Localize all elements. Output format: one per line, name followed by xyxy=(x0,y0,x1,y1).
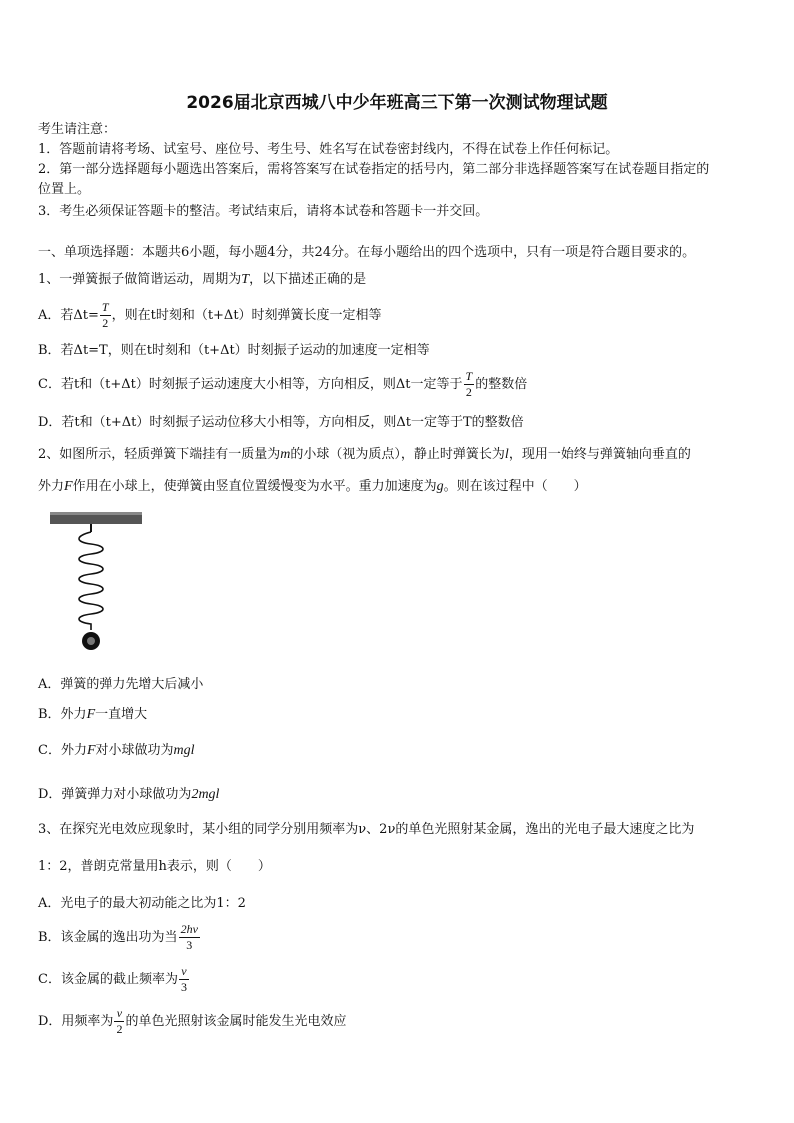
notice-heading: 考生请注意： xyxy=(38,122,117,137)
page-title: 2026届北京西城八中少年班高三下第一次测试物理试题 xyxy=(186,93,608,113)
q1-stem: 1、一弹簧振子做简谐运动，周期为T，以下描述正确的是 xyxy=(38,272,367,287)
q1-option-a: A．若Δt= $\frac{T}{2}$ ，则在t时刻和（t+Δt）时刻弹簧长度一定相等 xyxy=(38,300,382,330)
notice-item-1: 1．答题前请将考场、试室号、座位号、考生号、姓名写在试卷密封线内，不得在试卷上作任何标记。 xyxy=(38,142,619,157)
q2-option-b: B．外力F一直增大 xyxy=(38,707,148,722)
fraction: $\frac{2h\nu}{3}$ xyxy=(180,922,198,952)
fraction: $\frac{\nu}{2}$ xyxy=(116,1006,123,1036)
q2-option-a: A．弹簧的弹力先增大后减小 xyxy=(38,677,204,692)
q2-option-d: D．弹簧弹力对小球做功为2mgl xyxy=(38,787,220,802)
fraction: $\frac{T}{2}$ xyxy=(101,300,109,330)
q3-stem-line1: 3、在探究光电效应现象时，某小组的同学分别用频率为ν、2ν的单色光照射某金属，逸出的光电子最大速度之比为 xyxy=(38,822,695,837)
notice-item-2-cont: 位置上。 xyxy=(38,182,91,197)
spring-coil xyxy=(79,532,103,630)
spring-figure xyxy=(45,508,145,658)
notice-item-3: 3．考生必须保证答题卡的整洁。考试结束后，请将本试卷和答题卡一并交回。 xyxy=(38,204,489,219)
q1-option-b: B．若Δt=T，则在t时刻和（t+Δt）时刻振子运动的加速度一定相等 xyxy=(38,343,430,358)
q3-option-c: C．该金属的截止频率为 $\frac{\nu}{3}$ xyxy=(38,964,187,994)
q2-stem-line2: 外力F作用在小球上，使弹簧由竖直位置缓慢变为水平。重力加速度为g。则在该过程中（ ） xyxy=(38,479,587,494)
q3-option-d: D．用频率为 $\frac{\nu}{2}$ 的单色光照射该金属时能发生光电效应 xyxy=(38,1006,347,1036)
q3-option-b: B．该金属的逸出功为当 $\frac{2h\nu}{3}$ xyxy=(38,922,198,952)
notice-item-2: 2．第一部分选择题每小题选出答案后，需将答案写在试卷指定的括号内，第二部分非选择题答案写在试卷题目指定的 xyxy=(38,162,710,177)
q3-stem-line2: 1：2，普朗克常量用h表示，则（ ） xyxy=(38,859,271,874)
fraction: $\frac{T}{2}$ xyxy=(465,369,473,399)
q2-option-c: C．外力F对小球做功为mgl xyxy=(38,743,195,758)
q3-option-a: A．光电子的最大初动能之比为1：2 xyxy=(38,896,246,911)
q1-option-c: C．若t和（t+Δt）时刻振子运动速度大小相等，方向相反，则Δt一定等于 $\frac{T}{2}$ 的整数倍 xyxy=(38,369,528,399)
fraction: $\frac{\nu}{3}$ xyxy=(180,964,187,994)
q1-option-d: D．若t和（t+Δt）时刻振子运动位移大小相等，方向相反，则Δt一定等于T的整数倍 xyxy=(38,415,524,430)
section-heading: 一、单项选择题：本题共6小题，每小题4分，共24分。在每小题给出的四个选项中，只有一项是符合题目要求的。 xyxy=(38,245,696,260)
q2-stem-line1: 2、如图所示，轻质弹簧下端挂有一质量为m的小球（视为质点），静止时弹簧长为l，现用一始终与弹簧轴向垂直的 xyxy=(38,447,691,462)
